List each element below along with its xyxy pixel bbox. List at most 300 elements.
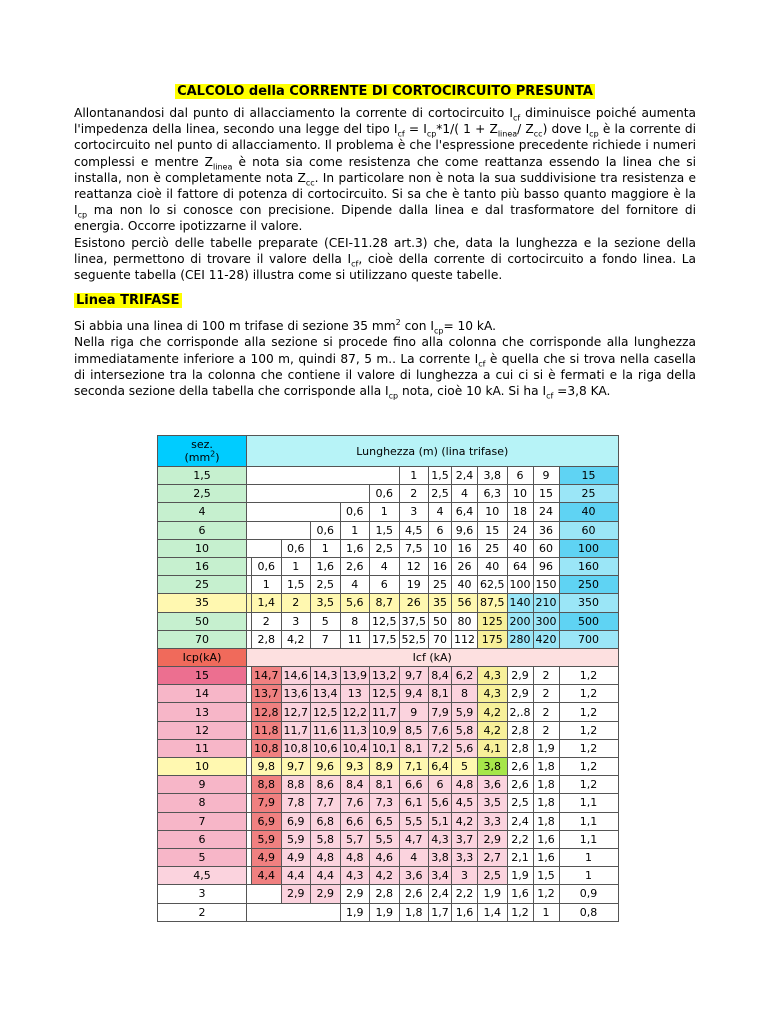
value-cell: 300 — [533, 612, 559, 630]
value-cell: 64 — [507, 557, 533, 575]
value-cell: 9,7 — [281, 758, 311, 776]
table-row — [158, 703, 619, 721]
value-cell: 4,3 — [478, 685, 508, 703]
value-cell: 7,1 — [399, 758, 429, 776]
value-cell: 1,2 — [559, 758, 618, 776]
value-cell: 15 — [559, 467, 618, 485]
value-cell: 8,9 — [370, 758, 400, 776]
value-cell: 1,8 — [533, 812, 559, 830]
value-cell: 0,9 — [559, 885, 618, 903]
value-cell: 40 — [452, 576, 478, 594]
value-cell: 2,5 — [507, 794, 533, 812]
value-cell: 13,2 — [370, 667, 400, 685]
value-cell: 3,3 — [478, 812, 508, 830]
value-cell: 2,6 — [340, 557, 370, 575]
value-cell: 3,5 — [311, 594, 341, 612]
value-cell: 9,8 — [252, 758, 282, 776]
value-cell: 5,7 — [340, 830, 370, 848]
sezione-cell: 6 — [158, 521, 247, 539]
value-cell: 13,7 — [252, 685, 282, 703]
value-cell: 6,6 — [399, 776, 429, 794]
table-row — [158, 685, 619, 703]
value-cell: 25 — [559, 485, 618, 503]
value-cell: 4,2 — [452, 812, 478, 830]
value-cell: 8,4 — [429, 667, 452, 685]
value-cell: 4 — [452, 485, 478, 503]
value-cell: 1,8 — [399, 903, 429, 921]
value-cell: 3,8 — [478, 467, 508, 485]
value-cell: 1,1 — [559, 830, 618, 848]
value-cell: 1,6 — [311, 557, 341, 575]
value-cell: 9,4 — [399, 685, 429, 703]
value-cell: 140 — [507, 594, 533, 612]
value-cell: 8,6 — [311, 776, 341, 794]
value-cell: 9,6 — [452, 521, 478, 539]
empty-cell — [247, 467, 400, 485]
table-row — [158, 812, 619, 830]
value-cell: 6 — [507, 467, 533, 485]
value-cell: 5 — [311, 612, 341, 630]
value-cell: 60 — [533, 539, 559, 557]
value-cell: 700 — [559, 630, 618, 648]
value-cell: 5,6 — [429, 794, 452, 812]
value-cell: 24 — [533, 503, 559, 521]
value-cell: 10 — [478, 503, 508, 521]
value-cell: 4 — [340, 576, 370, 594]
value-cell: 1,4 — [252, 594, 282, 612]
value-cell: 1,2 — [559, 703, 618, 721]
value-cell: 7 — [311, 630, 341, 648]
icp-cell: 7 — [158, 812, 247, 830]
icp-cell: 11 — [158, 739, 247, 757]
value-cell: 1 — [533, 903, 559, 921]
value-cell: 9 — [533, 467, 559, 485]
value-cell: 3 — [452, 867, 478, 885]
value-cell: 6 — [429, 521, 452, 539]
value-cell: 1,8 — [533, 758, 559, 776]
value-cell: 2,5 — [311, 576, 341, 594]
value-cell: 1,8 — [533, 776, 559, 794]
value-cell: 10,6 — [311, 739, 341, 757]
table-row — [158, 667, 619, 685]
table-row — [158, 485, 619, 503]
icp-cell: 6 — [158, 830, 247, 848]
value-cell: 19 — [399, 576, 429, 594]
value-cell: 0,6 — [252, 557, 282, 575]
value-cell: 4,8 — [340, 848, 370, 866]
value-cell: 210 — [533, 594, 559, 612]
table-row — [158, 758, 619, 776]
value-cell: 40 — [507, 539, 533, 557]
value-cell: 7,6 — [340, 794, 370, 812]
table-row — [158, 885, 619, 903]
cortocircuito-table-wrapper — [157, 435, 619, 922]
header-icp: Icp(kA) — [158, 648, 247, 666]
value-cell: 8 — [340, 612, 370, 630]
value-cell: 4,4 — [311, 867, 341, 885]
value-cell: 87,5 — [478, 594, 508, 612]
value-cell: 1,5 — [370, 521, 400, 539]
value-cell: 160 — [559, 557, 618, 575]
sezione-cell: 25 — [158, 576, 247, 594]
value-cell: 9,3 — [340, 758, 370, 776]
value-cell: 13,4 — [311, 685, 341, 703]
section-heading-trifase: Linea TRIFASE — [76, 293, 180, 309]
value-cell: 4,9 — [252, 848, 282, 866]
value-cell: 11 — [340, 630, 370, 648]
value-cell: 62,5 — [478, 576, 508, 594]
value-cell: 2,2 — [452, 885, 478, 903]
icp-cell: 10 — [158, 758, 247, 776]
value-cell: 2,2 — [507, 830, 533, 848]
value-cell: 350 — [559, 594, 618, 612]
value-cell: 10 — [507, 485, 533, 503]
value-cell: 4 — [399, 848, 429, 866]
value-cell: 1,5 — [281, 576, 311, 594]
value-cell: 7,9 — [429, 703, 452, 721]
value-cell: 12,5 — [370, 612, 400, 630]
table-row — [158, 739, 619, 757]
value-cell: 3,6 — [399, 867, 429, 885]
header-sezione: sez. $(mm^2)$ — [158, 436, 247, 467]
icp-cell: 12 — [158, 721, 247, 739]
value-cell: 4,2 — [281, 630, 311, 648]
value-cell: 3 — [399, 503, 429, 521]
empty-cell — [247, 885, 282, 903]
sezione-cell: 50 — [158, 612, 247, 630]
cortocircuito-table — [157, 435, 619, 922]
value-cell: 37,5 — [399, 612, 429, 630]
value-cell: 4,5 — [399, 521, 429, 539]
value-cell: 1,4 — [478, 903, 508, 921]
sezione-cell: 4 — [158, 503, 247, 521]
value-cell: 6 — [429, 776, 452, 794]
page-title: CALCOLO della CORRENTE DI CORTOCIRCUITO PRESUNTA — [177, 84, 593, 99]
value-cell: 70 — [429, 630, 452, 648]
value-cell: 24 — [507, 521, 533, 539]
document-page — [74, 84, 696, 399]
value-cell: 5,9 — [281, 830, 311, 848]
value-cell: 2,5 — [429, 485, 452, 503]
value-cell: 3,4 — [429, 867, 452, 885]
icp-cell: 14 — [158, 685, 247, 703]
value-cell: 1 — [370, 503, 400, 521]
value-cell: 8 — [452, 685, 478, 703]
value-cell: 1,1 — [559, 812, 618, 830]
value-cell: 0,6 — [311, 521, 341, 539]
value-cell: 13,9 — [340, 667, 370, 685]
value-cell: 12,2 — [340, 703, 370, 721]
value-cell: 10,8 — [252, 739, 282, 757]
value-cell: 56 — [452, 594, 478, 612]
table-row — [158, 467, 619, 485]
value-cell: 1 — [281, 557, 311, 575]
value-cell: 2 — [252, 612, 282, 630]
value-cell: 18 — [507, 503, 533, 521]
table-row — [158, 521, 619, 539]
value-cell: 7,9 — [252, 794, 282, 812]
value-cell: 52,5 — [399, 630, 429, 648]
value-cell: 2,9 — [507, 667, 533, 685]
value-cell: 4,8 — [452, 776, 478, 794]
sezione-cell: 70 — [158, 630, 247, 648]
value-cell: 13 — [340, 685, 370, 703]
value-cell: 2,8 — [370, 885, 400, 903]
value-cell: 13,6 — [281, 685, 311, 703]
value-cell: 3,8 — [429, 848, 452, 866]
header-lunghezza: Lunghezza (m) (lina trifase) — [247, 436, 619, 467]
table-row — [158, 503, 619, 521]
value-cell: 2,5 — [370, 539, 400, 557]
value-cell: 1,1 — [559, 794, 618, 812]
value-cell: 5,8 — [311, 830, 341, 848]
value-cell: 6,3 — [478, 485, 508, 503]
value-cell: 8,1 — [429, 685, 452, 703]
value-cell: 17,5 — [370, 630, 400, 648]
value-cell: 3,8 — [478, 758, 508, 776]
value-cell: 4,4 — [252, 867, 282, 885]
value-cell: 8,1 — [370, 776, 400, 794]
value-cell: 5,8 — [452, 721, 478, 739]
value-cell: 50 — [429, 612, 452, 630]
value-cell: 4,9 — [281, 848, 311, 866]
value-cell: 6,9 — [281, 812, 311, 830]
value-cell: 4,1 — [478, 739, 508, 757]
table-row — [158, 903, 619, 921]
value-cell: 7,2 — [429, 739, 452, 757]
value-cell: 125 — [478, 612, 508, 630]
value-cell: 10,4 — [340, 739, 370, 757]
value-cell: 1,9 — [533, 739, 559, 757]
value-cell: 7,5 — [399, 539, 429, 557]
value-cell: 1,2 — [533, 885, 559, 903]
header-icf: Icf (kA) — [247, 648, 619, 666]
value-cell: 11,6 — [311, 721, 341, 739]
value-cell: 4,3 — [340, 867, 370, 885]
table-row — [158, 721, 619, 739]
value-cell: 5,5 — [370, 830, 400, 848]
value-cell: 2 — [399, 485, 429, 503]
value-cell: 1 — [559, 867, 618, 885]
value-cell: 1,2 — [507, 903, 533, 921]
value-cell: 7,3 — [370, 794, 400, 812]
value-cell: 1,5 — [429, 467, 452, 485]
value-cell: 11,7 — [370, 703, 400, 721]
value-cell: 10,1 — [370, 739, 400, 757]
icp-cell: 8 — [158, 794, 247, 812]
value-cell: 4,2 — [478, 703, 508, 721]
value-cell: 16 — [452, 539, 478, 557]
value-cell: 2,9 — [340, 885, 370, 903]
empty-cell — [247, 503, 341, 521]
value-cell: 1,6 — [507, 885, 533, 903]
value-cell: 10 — [429, 539, 452, 557]
table-row — [158, 630, 619, 648]
empty-cell — [247, 539, 282, 557]
table-row — [158, 612, 619, 630]
value-cell: 2 — [533, 721, 559, 739]
table-row — [158, 848, 619, 866]
value-cell: 3 — [281, 612, 311, 630]
value-cell: 1 — [252, 576, 282, 594]
value-cell: 7,6 — [429, 721, 452, 739]
value-cell: 10,9 — [370, 721, 400, 739]
value-cell: 1,2 — [559, 739, 618, 757]
value-cell: 4 — [429, 503, 452, 521]
value-cell: 14,3 — [311, 667, 341, 685]
value-cell: 8,5 — [399, 721, 429, 739]
value-cell: 6,9 — [252, 812, 282, 830]
value-cell: 2,6 — [507, 758, 533, 776]
value-cell: 40 — [478, 557, 508, 575]
value-cell: 10,8 — [281, 739, 311, 757]
table-header-row — [158, 436, 619, 467]
value-cell: 4,6 — [370, 848, 400, 866]
value-cell: 5,6 — [340, 594, 370, 612]
value-cell: 1,8 — [533, 794, 559, 812]
value-cell: 2,6 — [399, 885, 429, 903]
value-cell: 11,7 — [281, 721, 311, 739]
value-cell: 9,6 — [311, 758, 341, 776]
table-row — [158, 576, 619, 594]
value-cell: 0,8 — [559, 903, 618, 921]
value-cell: 2,6 — [507, 776, 533, 794]
value-cell: 2 — [281, 594, 311, 612]
table-row — [158, 830, 619, 848]
sezione-cell: 2,5 — [158, 485, 247, 503]
icp-cell: 3 — [158, 885, 247, 903]
value-cell: 5,9 — [252, 830, 282, 848]
value-cell: 7,7 — [311, 794, 341, 812]
sezione-cell: 16 — [158, 557, 247, 575]
value-cell: 7,8 — [281, 794, 311, 812]
value-cell: 250 — [559, 576, 618, 594]
paragraph-tables: Esistono perciò delle tabelle preparate (CEI-11.28 art.3) che, data la lunghezza e la sezione della linea, permettono di trovare il valore della $I_{cf}$, cioè della corrente di cortocircuito a fondo linea. La seguente tabella (CEI 11-28) illustra come si utilizzano queste tabelle. — [74, 235, 696, 283]
value-cell: 280 — [507, 630, 533, 648]
value-cell: 40 — [559, 503, 618, 521]
paragraph-intro: Allontanandosi dal punto di allacciamento la corrente di cortocircuito $I_{cf}$ diminuisce poiché aumenta l'impedenza della linea, secondo una legge del tipo $I_{cf} = I_{cp}*1/$( $1 + Z_{linea}/$ $Z_{cc}$) dove $I_{cp}$ è la corrente di cortocircuito nel punto di allacciamento. Il problema è che l'espressione precedente richiede i numeri complessi e mentre $Z_{linea}$ è nota sia come resistenza che come reattanza essendo la linea che si installa, non è completamente nota $Z_{cc}$. In particolare non è nota la sua suddivisione tra resistenza e reattanza cioè il fattore di potenza di cortocircuito. Si sa che è tanto più basso quanto maggiore è la $I_{cp}$ ma non lo si conosce con precisione. Dipende dalla linea e dal trasformatore del fornitore di energia. Occorre ipotizzarne il valore. — [74, 106, 696, 234]
value-cell: 8,8 — [252, 776, 282, 794]
value-cell: 5,6 — [452, 739, 478, 757]
value-cell: 15 — [478, 521, 508, 539]
value-cell: 1,6 — [533, 848, 559, 866]
value-cell: 9 — [399, 703, 429, 721]
value-cell: 100 — [507, 576, 533, 594]
value-cell: 6,8 — [311, 812, 341, 830]
value-cell: 25 — [429, 576, 452, 594]
value-cell: 2 — [533, 667, 559, 685]
empty-cell — [247, 485, 370, 503]
value-cell: 2,5 — [478, 867, 508, 885]
value-cell: 1,2 — [559, 776, 618, 794]
value-cell: 1,9 — [370, 903, 400, 921]
icp-cell: 13 — [158, 703, 247, 721]
icp-cell: 15 — [158, 667, 247, 685]
value-cell: 2,8 — [507, 721, 533, 739]
value-cell: 4,2 — [370, 867, 400, 885]
table-row — [158, 776, 619, 794]
value-cell: 1 — [559, 848, 618, 866]
value-cell: 1 — [311, 539, 341, 557]
sezione-cell: 1,5 — [158, 467, 247, 485]
value-cell: 3,3 — [452, 848, 478, 866]
value-cell: 11,8 — [252, 721, 282, 739]
value-cell: 1 — [399, 467, 429, 485]
value-cell: 2 — [533, 703, 559, 721]
value-cell: 1,9 — [478, 885, 508, 903]
value-cell: 8,4 — [340, 776, 370, 794]
value-cell: 4 — [370, 557, 400, 575]
icp-cell: 4,5 — [158, 867, 247, 885]
value-cell: 60 — [559, 521, 618, 539]
empty-cell — [247, 521, 311, 539]
table-row — [158, 867, 619, 885]
value-cell: 5 — [452, 758, 478, 776]
value-cell: 112 — [452, 630, 478, 648]
value-cell: 25 — [478, 539, 508, 557]
value-cell: 2,8 — [252, 630, 282, 648]
value-cell: 1,9 — [507, 867, 533, 885]
value-cell: 2,1 — [507, 848, 533, 866]
value-cell: 12,7 — [281, 703, 311, 721]
value-cell: 5,5 — [399, 812, 429, 830]
value-cell: 1,2 — [559, 721, 618, 739]
value-cell: 35 — [429, 594, 452, 612]
value-cell: 6,4 — [452, 503, 478, 521]
value-cell: 3,6 — [478, 776, 508, 794]
value-cell: 2,7 — [478, 848, 508, 866]
table-icp-header-row — [158, 648, 619, 666]
icp-cell: 5 — [158, 848, 247, 866]
empty-cell — [247, 903, 341, 921]
value-cell: 0,6 — [340, 503, 370, 521]
value-cell: 0,6 — [281, 539, 311, 557]
value-cell: 2,.8 — [507, 703, 533, 721]
value-cell: 14,6 — [281, 667, 311, 685]
value-cell: 1,2 — [559, 667, 618, 685]
value-cell: 6,6 — [340, 812, 370, 830]
table-row — [158, 794, 619, 812]
value-cell: 2 — [533, 685, 559, 703]
value-cell: 2,8 — [507, 739, 533, 757]
value-cell: 12 — [399, 557, 429, 575]
value-cell: 12,5 — [370, 685, 400, 703]
table-row — [158, 557, 619, 575]
sezione-cell: 35 — [158, 594, 247, 612]
value-cell: 26 — [399, 594, 429, 612]
value-cell: 12,8 — [252, 703, 282, 721]
paragraph-example: Si abbia una linea di 100 m trifase di sezione 35 $mm^2$ con $I_{cp}= 10$ kA. — [74, 318, 496, 336]
value-cell: 8,7 — [370, 594, 400, 612]
value-cell: 9,7 — [399, 667, 429, 685]
table-row — [158, 594, 619, 612]
value-cell: 4,4 — [281, 867, 311, 885]
value-cell: 5,9 — [452, 703, 478, 721]
value-cell: 2,9 — [507, 685, 533, 703]
value-cell: 1,6 — [533, 830, 559, 848]
value-cell: 3,7 — [452, 830, 478, 848]
value-cell: 1,2 — [559, 685, 618, 703]
value-cell: 4,5 — [452, 794, 478, 812]
value-cell: 8,8 — [281, 776, 311, 794]
value-cell: 2,4 — [507, 812, 533, 830]
value-cell: 1,6 — [452, 903, 478, 921]
value-cell: 11,3 — [340, 721, 370, 739]
value-cell: 420 — [533, 630, 559, 648]
value-cell: 2,9 — [281, 885, 311, 903]
value-cell: 1,5 — [533, 867, 559, 885]
value-cell: 6,2 — [452, 667, 478, 685]
